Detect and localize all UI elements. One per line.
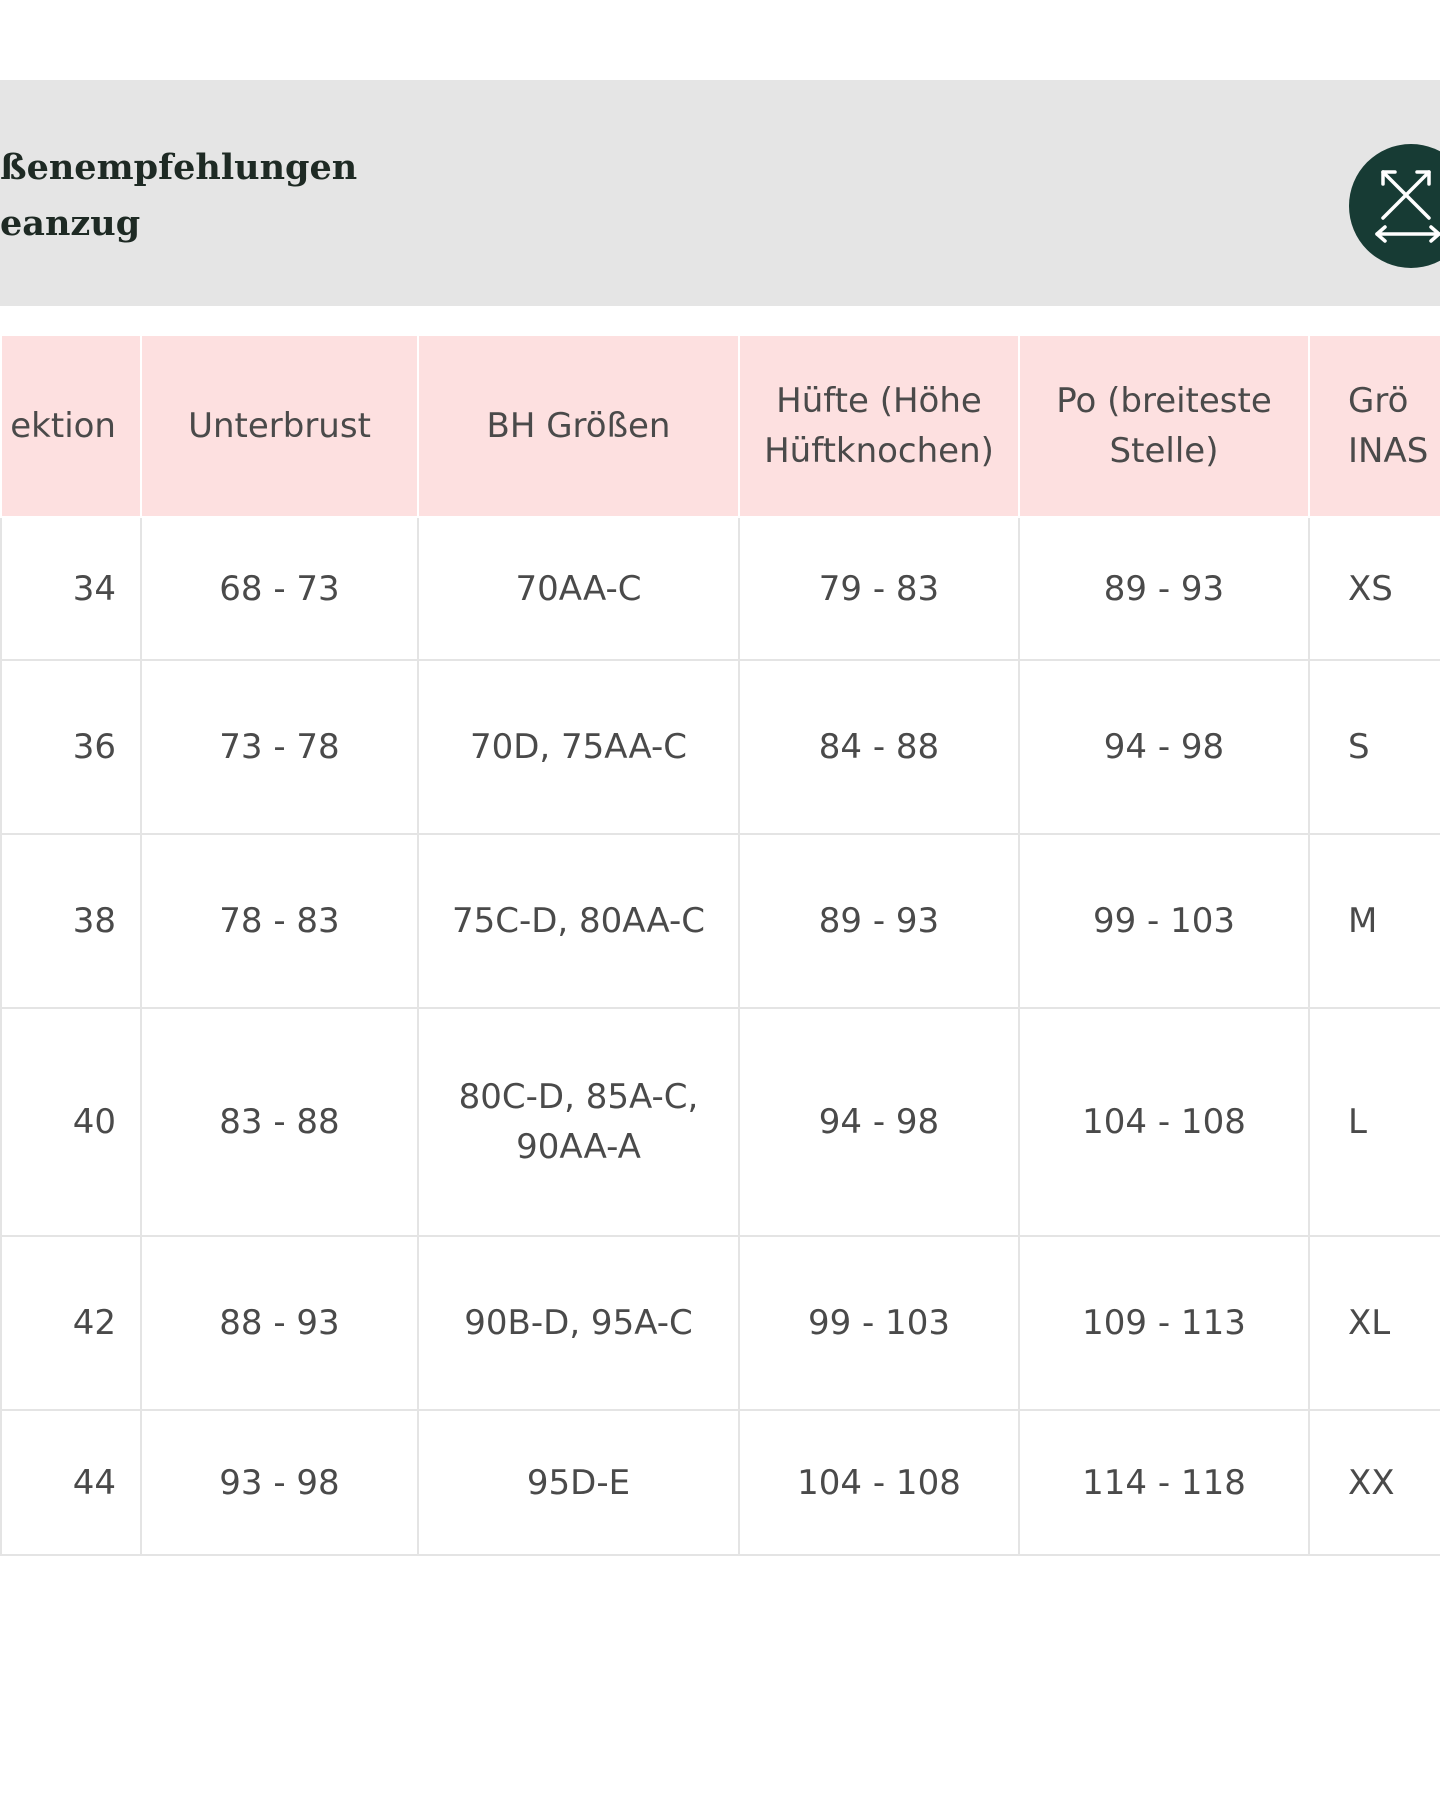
cell-huefte: 89 - 93 (739, 834, 1019, 1008)
cell-konfektion: 34 (1, 517, 141, 660)
cell-unterbrust: 78 - 83 (141, 834, 418, 1008)
cell-groesse: M (1309, 834, 1440, 1008)
cell-konfektion: 44 (1, 1410, 141, 1555)
cell-huefte: 84 - 88 (739, 660, 1019, 834)
cell-bh-groessen: 70D, 75AA-C (418, 660, 739, 834)
column-header-unterbrust: Unterbrust (141, 335, 418, 517)
title-banner (0, 80, 1440, 306)
size-arrows-icon (1373, 166, 1440, 244)
cell-unterbrust: 93 - 98 (141, 1410, 418, 1555)
cell-huefte: 99 - 103 (739, 1236, 1019, 1410)
table-row (1, 1008, 1440, 1236)
cell-bh-groessen: 70AA-C (418, 517, 739, 660)
cell-bh-groessen: 75C-D, 80AA-C (418, 834, 739, 1008)
cell-groesse: XL (1309, 1236, 1440, 1410)
cell-po: 109 - 113 (1019, 1236, 1309, 1410)
cell-unterbrust: 83 - 88 (141, 1008, 418, 1236)
cell-unterbrust: 88 - 93 (141, 1236, 418, 1410)
table-row (1, 1410, 1440, 1555)
column-header-huefte: Hüfte (Höhe Hüftknochen) (739, 335, 1019, 517)
cell-bh-groessen: 90B-D, 95A-C (418, 1236, 739, 1410)
cell-huefte: 104 - 108 (739, 1410, 1019, 1555)
table-row (1, 1236, 1440, 1410)
cell-konfektion: 42 (1, 1236, 141, 1410)
cell-huefte: 79 - 83 (739, 517, 1019, 660)
size-table (0, 334, 1440, 1556)
table-row (1, 517, 1440, 660)
cell-po: 114 - 118 (1019, 1410, 1309, 1555)
cell-konfektion: 40 (1, 1008, 141, 1236)
cell-groesse: XX (1309, 1410, 1440, 1555)
cell-konfektion: 36 (1, 660, 141, 834)
table-row (1, 834, 1440, 1008)
cell-unterbrust: 68 - 73 (141, 517, 418, 660)
cell-bh-groessen: 95D-E (418, 1410, 739, 1555)
cell-po: 99 - 103 (1019, 834, 1309, 1008)
cell-konfektion: 38 (1, 834, 141, 1008)
cell-po: 89 - 93 (1019, 517, 1309, 660)
cell-huefte: 94 - 98 (739, 1008, 1019, 1236)
cell-po: 94 - 98 (1019, 660, 1309, 834)
table-header-row (1, 335, 1440, 517)
cell-groesse: S (1309, 660, 1440, 834)
cell-po: 104 - 108 (1019, 1008, 1309, 1236)
column-header-bh-groessen: BH Größen (418, 335, 739, 517)
cell-groesse: XS (1309, 517, 1440, 660)
column-header-po: Po (breiteste Stelle) (1019, 335, 1309, 517)
column-header-konfektion: ektion (1, 335, 141, 517)
banner-title: ßenempfehlungen eanzug (0, 147, 358, 244)
column-header-groesse-inas: Grö INAS (1309, 335, 1440, 517)
cell-bh-groessen: 80C-D, 85A-C, 90AA-A (418, 1008, 739, 1236)
table-row (1, 660, 1440, 834)
cell-groesse: L (1309, 1008, 1440, 1236)
cell-unterbrust: 73 - 78 (141, 660, 418, 834)
size-badge (1349, 144, 1440, 268)
